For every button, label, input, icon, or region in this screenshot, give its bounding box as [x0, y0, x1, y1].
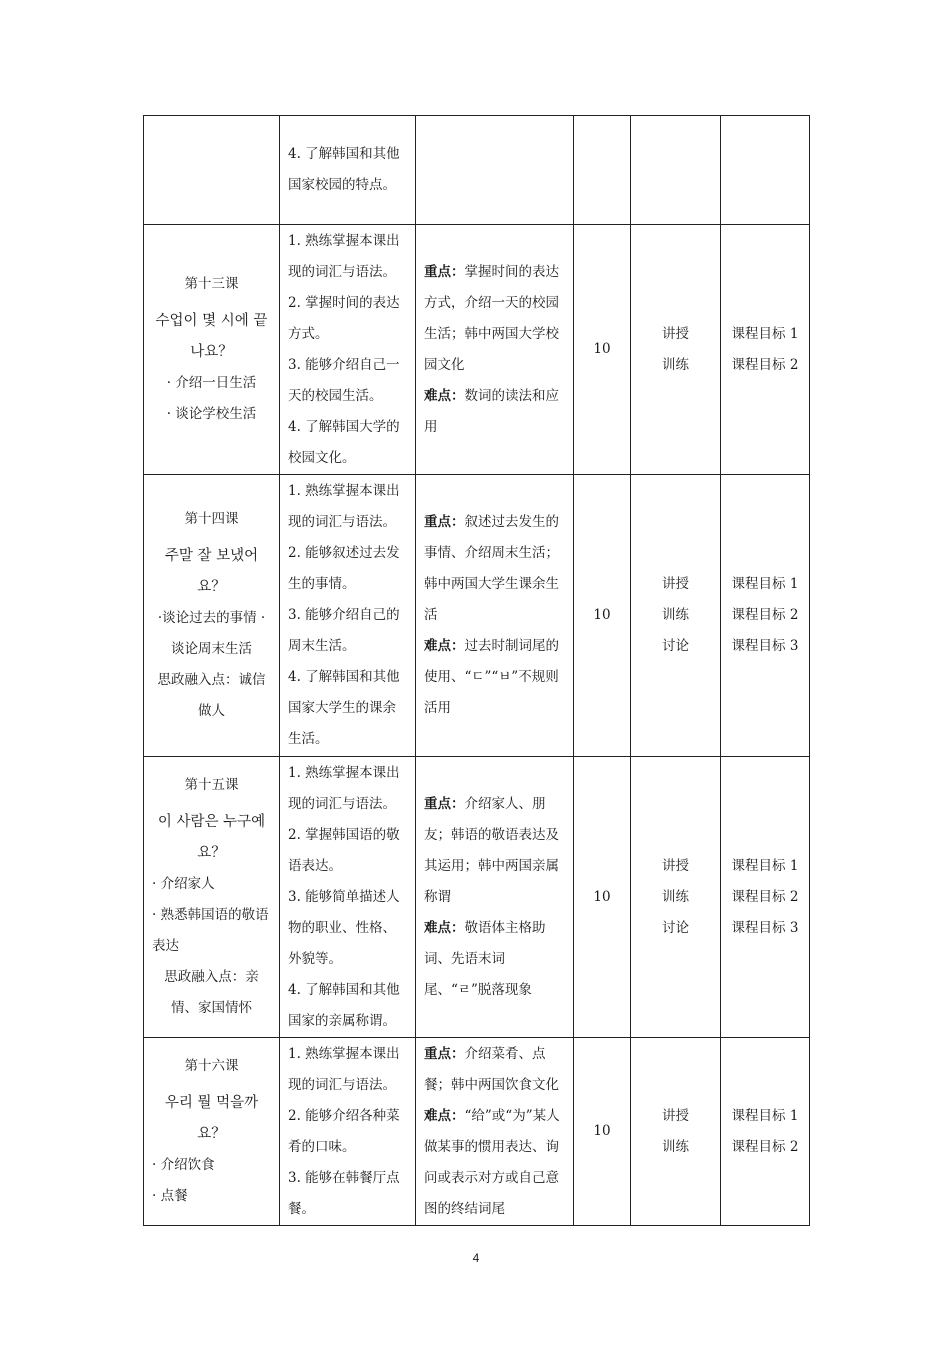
table-row	[144, 225, 810, 475]
objectives-cell	[280, 1038, 416, 1226]
goal-text: 课程目标 3	[731, 919, 799, 936]
difficulty-label: 难点：	[424, 919, 465, 936]
objectives-cell	[280, 757, 416, 1038]
method-text: 讲授	[662, 325, 689, 342]
difficulty-text: “给”或“为”某人做某事的惯用表达、询问或表示对方或自己意图的终结词尾	[424, 1107, 560, 1217]
lesson-cell	[144, 475, 280, 757]
key-point	[424, 789, 565, 913]
course-schedule-table	[143, 115, 810, 1226]
objective-text: 3. 能够在韩餐厅点餐。	[288, 1169, 400, 1217]
objective-text: 1. 熟练掌握本课出现的词汇与语法。	[288, 232, 400, 280]
topic-text: ·谈论过去的事情 · 谈论周末生活	[157, 610, 266, 657]
goal-text: 课程目标 3	[731, 638, 799, 654]
table-row	[144, 475, 810, 757]
objective-text: 4. 了解韩国大学的校园文化。	[288, 418, 400, 466]
goal-text: 课程目标 1	[731, 576, 799, 592]
key-points-cell	[416, 757, 574, 1038]
topic-text: 思政融入点：亲情、家国情怀	[164, 969, 259, 1016]
objective-text: 2. 能够介绍各种菜肴的口味。	[288, 1107, 400, 1155]
difficulty-text: 数词的读法和应用	[424, 387, 559, 435]
objective-text: 4. 了解韩国和其他国家大学生的课余生活。	[288, 669, 400, 747]
method-text: 讨论	[662, 919, 689, 936]
objective-text: 1. 熟练掌握本课出现的词汇与语法。	[288, 764, 400, 812]
lesson-title: 수업이 몇 시에 끝나요？	[155, 313, 268, 360]
goal-text: 课程目标 2	[731, 888, 799, 905]
topic-text: · 介绍一日生活	[166, 375, 257, 391]
table-row	[144, 757, 810, 1038]
lesson-number: 第十五课	[184, 777, 239, 793]
hours-cell: 10	[574, 1038, 631, 1226]
key-text: 叙述过去发生的事情、介绍周末生活；韩中两国大学生课余生活	[424, 514, 559, 623]
goal-text: 课程目标 2	[731, 356, 799, 373]
objective-text: 4. 了解韩国和其他国家校园的特点。	[288, 146, 400, 193]
objectives-cell	[280, 116, 416, 225]
objective-text: 2. 掌握时间的表达方式。	[288, 294, 400, 342]
objective-text: 1. 熟练掌握本课出现的词汇与语法。	[288, 483, 400, 530]
objective-text: 3. 能够介绍自己一天的校园生活。	[288, 356, 400, 404]
goals-cell	[721, 225, 810, 475]
difficulty	[424, 913, 565, 1006]
key-point	[424, 507, 565, 631]
lesson-cell	[144, 225, 280, 475]
method-text: 训练	[662, 607, 689, 623]
objective-text: 3. 能够介绍自己的周末生活。	[288, 607, 400, 654]
method-text: 讲授	[662, 576, 689, 592]
objective-text: 1. 熟练掌握本课出现的词汇与语法。	[288, 1045, 400, 1093]
key-text: 掌握时间的表达方式，介绍一天的校园生活；韩中两国大学校园文化	[424, 263, 559, 373]
objective-text: 2. 能够叙述过去发生的事情。	[288, 545, 400, 592]
key-point	[424, 1039, 565, 1101]
topic-text: · 谈论学校生活	[166, 406, 257, 422]
topic-text: 思政融入点：诚信做人	[157, 672, 266, 719]
goals-cell	[721, 1038, 810, 1226]
topic-text: · 介绍饮食	[152, 1157, 215, 1173]
topic-text: · 介绍家人	[152, 876, 215, 892]
goal-text: 课程目标 2	[731, 1138, 799, 1155]
difficulty-label: 难点：	[424, 387, 465, 404]
key-label: 重点：	[424, 795, 465, 812]
lesson-number: 第十四课	[184, 511, 239, 527]
method-text: 讲授	[662, 1107, 689, 1124]
lesson-title: 주말 잘 보냈어요？	[164, 548, 259, 595]
methods-cell	[631, 475, 721, 757]
lesson-number: 第十三课	[184, 276, 239, 292]
key-points-cell	[416, 1038, 574, 1226]
table-row	[144, 1038, 810, 1226]
lesson-title: 우리 뭘 먹을까요？	[164, 1095, 259, 1142]
method-text: 训练	[662, 1138, 689, 1155]
objectives-cell	[280, 475, 416, 757]
hours-cell: 10	[574, 225, 631, 475]
difficulty-text: 敬语体主格助词、先语末词尾、“ㄹ”脱落现象	[424, 919, 546, 998]
hours-cell: 10	[574, 757, 631, 1038]
key-label: 重点：	[424, 1045, 465, 1062]
lesson-number: 第十六课	[184, 1058, 239, 1074]
objectives-cell	[280, 225, 416, 475]
methods-cell	[631, 116, 721, 225]
method-text: 训练	[662, 356, 689, 373]
goal-text: 课程目标 1	[731, 325, 799, 342]
difficulty	[424, 1101, 565, 1225]
page-number: 4	[472, 1251, 480, 1265]
difficulty-text: 过去时制词尾的使用、“ㄷ”“ㅂ”不规则活用	[424, 638, 559, 716]
key-points-cell	[416, 116, 574, 225]
methods-cell	[631, 225, 721, 475]
table-row	[144, 116, 810, 225]
lesson-cell	[144, 1038, 280, 1226]
lesson-cell	[144, 116, 280, 225]
goals-cell	[721, 116, 810, 225]
difficulty	[424, 631, 565, 724]
goal-text: 课程目标 1	[731, 1107, 799, 1124]
hours-cell	[574, 116, 631, 225]
topic-text: · 点餐	[152, 1188, 188, 1204]
key-points-cell	[416, 225, 574, 475]
difficulty-label: 难点：	[424, 638, 465, 654]
lesson-title: 이 사람은 누구예요？	[157, 814, 266, 861]
lesson-cell	[144, 757, 280, 1038]
objective-text: 3. 能够简单描述人物的职业、性格、外貌等。	[288, 888, 400, 967]
difficulty	[424, 381, 565, 443]
hours-cell: 10	[574, 475, 631, 757]
topic-text: · 熟悉韩国语的敬语表达	[152, 907, 269, 954]
goal-text: 课程目标 1	[731, 857, 799, 874]
key-label: 重点：	[424, 263, 465, 280]
key-point	[424, 257, 565, 381]
goal-text: 课程目标 2	[731, 607, 799, 623]
methods-cell	[631, 1038, 721, 1226]
key-label: 重点：	[424, 514, 465, 530]
methods-cell	[631, 757, 721, 1038]
key-text: 介绍家人、朋友；韩语的敬语表达及其运用；韩中两国亲属称谓	[424, 795, 559, 905]
goals-cell	[721, 475, 810, 757]
objective-text: 4. 了解韩国和其他国家的亲属称谓。	[288, 981, 400, 1029]
key-points-cell	[416, 475, 574, 757]
method-text: 讨论	[662, 638, 689, 654]
goals-cell	[721, 757, 810, 1038]
objective-text: 2. 掌握韩国语的敬语表达。	[288, 826, 400, 874]
key-text: 介绍菜肴、点餐；韩中两国饮食文化	[424, 1045, 559, 1093]
method-text: 训练	[662, 888, 689, 905]
difficulty-label: 难点：	[424, 1107, 465, 1124]
method-text: 讲授	[662, 857, 689, 874]
